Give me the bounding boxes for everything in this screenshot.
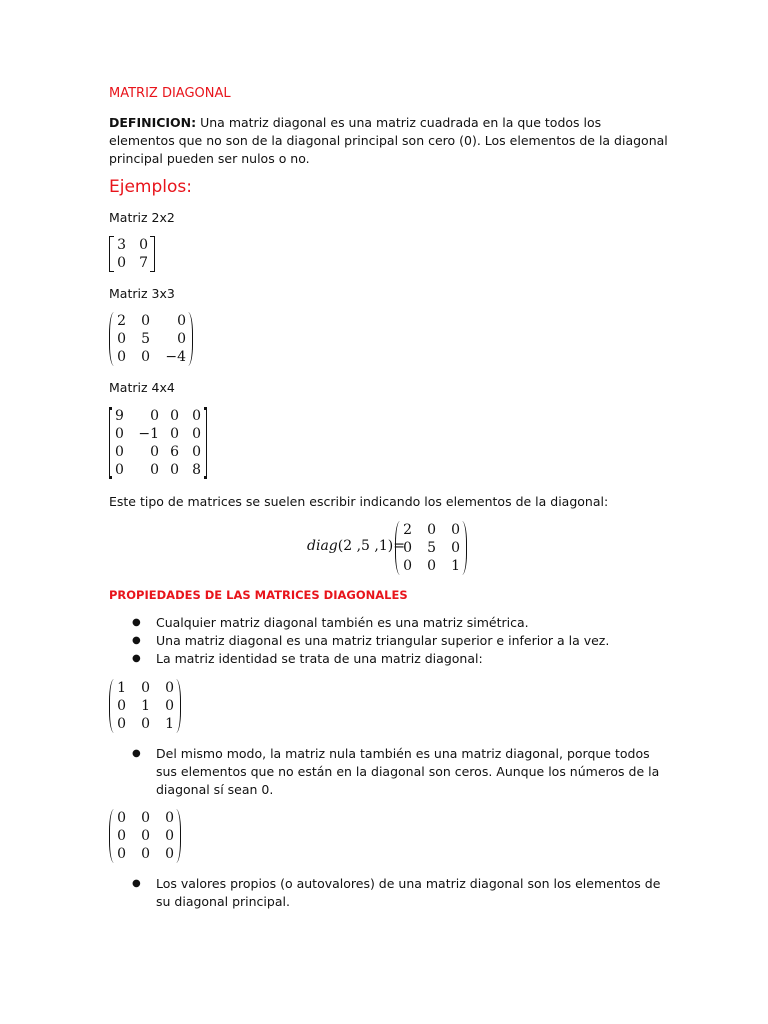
matrix-grid <box>116 809 174 863</box>
matrix-cell: 3 <box>117 237 126 253</box>
matrix-cell: 0 <box>165 846 174 862</box>
matrix-cell: 0 <box>150 444 159 460</box>
matrix-cell: −4 <box>165 349 186 365</box>
matrix-cell: 0 <box>170 462 179 478</box>
matrix-grid <box>116 236 148 272</box>
matrix-cell: 0 <box>117 349 126 365</box>
matrix-cell: 0 <box>117 810 126 826</box>
matrix-cell: 0 <box>117 716 126 732</box>
matrix-cell: 0 <box>150 408 159 424</box>
list-item <box>132 614 672 632</box>
matrix-cell: 0 <box>165 680 174 696</box>
matrix-cell: 0 <box>165 810 174 826</box>
diag-matrix <box>395 521 467 575</box>
matrix-cell: 0 <box>141 810 150 826</box>
diag-func: diag <box>307 538 338 554</box>
matrix-cell: 0 <box>170 426 179 442</box>
left-bracket <box>109 407 112 479</box>
matrix-cell: 5 <box>141 331 150 347</box>
matrix-cell: 0 <box>115 462 124 478</box>
list-item-text: Los valores propios (o autovalores) de una matriz diagonal son los elementos de su diagonal principal. <box>156 876 661 909</box>
definition-paragraph <box>109 114 669 168</box>
bullet-icon: ● <box>132 617 141 628</box>
left-bracket <box>109 236 114 272</box>
matrix-cell: 0 <box>141 349 150 365</box>
left-paren <box>109 809 114 863</box>
matrix-cell: 0 <box>177 313 186 329</box>
matrix-cell: 0 <box>139 237 148 253</box>
matrix-cell: 1 <box>451 558 460 574</box>
matrix-cell: 9 <box>115 408 124 424</box>
properties-heading: PROPIEDADES DE LAS MATRICES DIAGONALES <box>109 588 408 602</box>
list-item-text: Una matriz diagonal es una matriz triangular superior e inferior a la vez. <box>156 633 610 648</box>
list-item <box>132 875 672 911</box>
matrix-grid <box>116 312 186 366</box>
matrix-grid <box>402 521 460 575</box>
identity-matrix <box>109 679 181 733</box>
matrix-4x4 <box>109 407 207 479</box>
matrix-cell: 7 <box>139 255 148 271</box>
diag-expression <box>307 538 405 554</box>
list-item <box>132 745 672 799</box>
matrix-cell: 5 <box>427 540 436 556</box>
matrix-cell: 0 <box>141 313 150 329</box>
matrix-cell: 2 <box>403 522 412 538</box>
diag-equals: = <box>393 538 405 554</box>
left-paren <box>109 679 114 733</box>
matrix-cell: 0 <box>427 522 436 538</box>
matrix-3x3 <box>109 312 193 366</box>
page-title: MATRIZ DIAGONAL <box>109 86 231 101</box>
matrix-cell: 0 <box>192 426 201 442</box>
matrix-cell: 0 <box>192 408 201 424</box>
examples-heading: Ejemplos: <box>109 177 192 197</box>
matrix-cell: 0 <box>141 828 150 844</box>
definition-label: DEFINICION: <box>109 115 197 130</box>
matrix-cell: 0 <box>177 331 186 347</box>
matrix-cell: 1 <box>117 680 126 696</box>
matrix-cell: 0 <box>117 255 126 271</box>
example-label-2x2: Matriz 2x2 <box>109 210 175 225</box>
bullet-icon: ● <box>132 635 141 646</box>
matrix-cell: 0 <box>117 828 126 844</box>
matrix-cell: 1 <box>165 716 174 732</box>
matrix-cell: 0 <box>403 558 412 574</box>
matrix-cell: 0 <box>192 444 201 460</box>
list-item <box>132 650 672 668</box>
matrix-cell: 0 <box>141 846 150 862</box>
matrix-cell: 0 <box>403 540 412 556</box>
right-bracket <box>204 407 207 479</box>
matrix-cell: 2 <box>117 313 126 329</box>
matrix-2x2 <box>109 236 155 272</box>
matrix-cell: 0 <box>117 331 126 347</box>
bullet-icon: ● <box>132 748 141 759</box>
right-paren <box>462 521 467 575</box>
matrix-cell: 0 <box>141 680 150 696</box>
right-bracket <box>150 236 155 272</box>
matrix-cell: 0 <box>165 828 174 844</box>
matrix-cell: 0 <box>165 698 174 714</box>
diag-args: (2 ,5 ,1) <box>337 538 394 554</box>
list-item-text: La matriz identidad se trata de una matriz diagonal: <box>156 651 483 666</box>
example-label-4x4: Matriz 4x4 <box>109 380 175 395</box>
matrix-cell: 0 <box>115 426 124 442</box>
example-label-3x3: Matriz 3x3 <box>109 286 175 301</box>
matrix-cell: −1 <box>138 426 159 442</box>
bullet-icon: ● <box>132 878 141 889</box>
definition-text: Una matriz diagonal es una matriz cuadrada en la que todos los elementos que no son de la diagonal principal son cero (0). Los elementos de la diagonal principal pueden ser nulos o no. <box>109 115 668 166</box>
list-item-text: Cualquier matriz diagonal también es una matriz simétrica. <box>156 615 529 630</box>
matrix-cell: 0 <box>451 540 460 556</box>
list-item-text: Del mismo modo, la matriz nula también es una matriz diagonal, porque todos sus elementos que no están en la diagonal son ceros. Aunque los números de la diagonal sí sean 0. <box>156 746 660 797</box>
right-paren <box>188 312 193 366</box>
matrix-cell: 1 <box>141 698 150 714</box>
matrix-cell: 0 <box>117 698 126 714</box>
matrix-cell: 0 <box>141 716 150 732</box>
matrix-cell: 0 <box>150 462 159 478</box>
list-item <box>132 632 672 650</box>
matrix-cell: 0 <box>117 846 126 862</box>
matrix-cell: 6 <box>170 444 179 460</box>
properties-list <box>132 614 672 668</box>
left-paren <box>109 312 114 366</box>
matrix-grid <box>115 407 201 479</box>
null-matrix <box>109 809 181 863</box>
matrix-cell: 0 <box>427 558 436 574</box>
bullet-icon: ● <box>132 653 141 664</box>
properties-list-2 <box>132 745 672 799</box>
matrix-cell: 0 <box>115 444 124 460</box>
left-paren <box>395 521 400 575</box>
right-paren <box>176 809 181 863</box>
properties-list-3 <box>132 875 672 911</box>
right-paren <box>176 679 181 733</box>
matrix-cell: 8 <box>192 462 201 478</box>
matrix-cell: 0 <box>170 408 179 424</box>
matrix-grid <box>116 679 174 733</box>
diag-intro: Este tipo de matrices se suelen escribir indicando los elementos de la diagonal: <box>109 494 609 509</box>
matrix-cell: 0 <box>451 522 460 538</box>
